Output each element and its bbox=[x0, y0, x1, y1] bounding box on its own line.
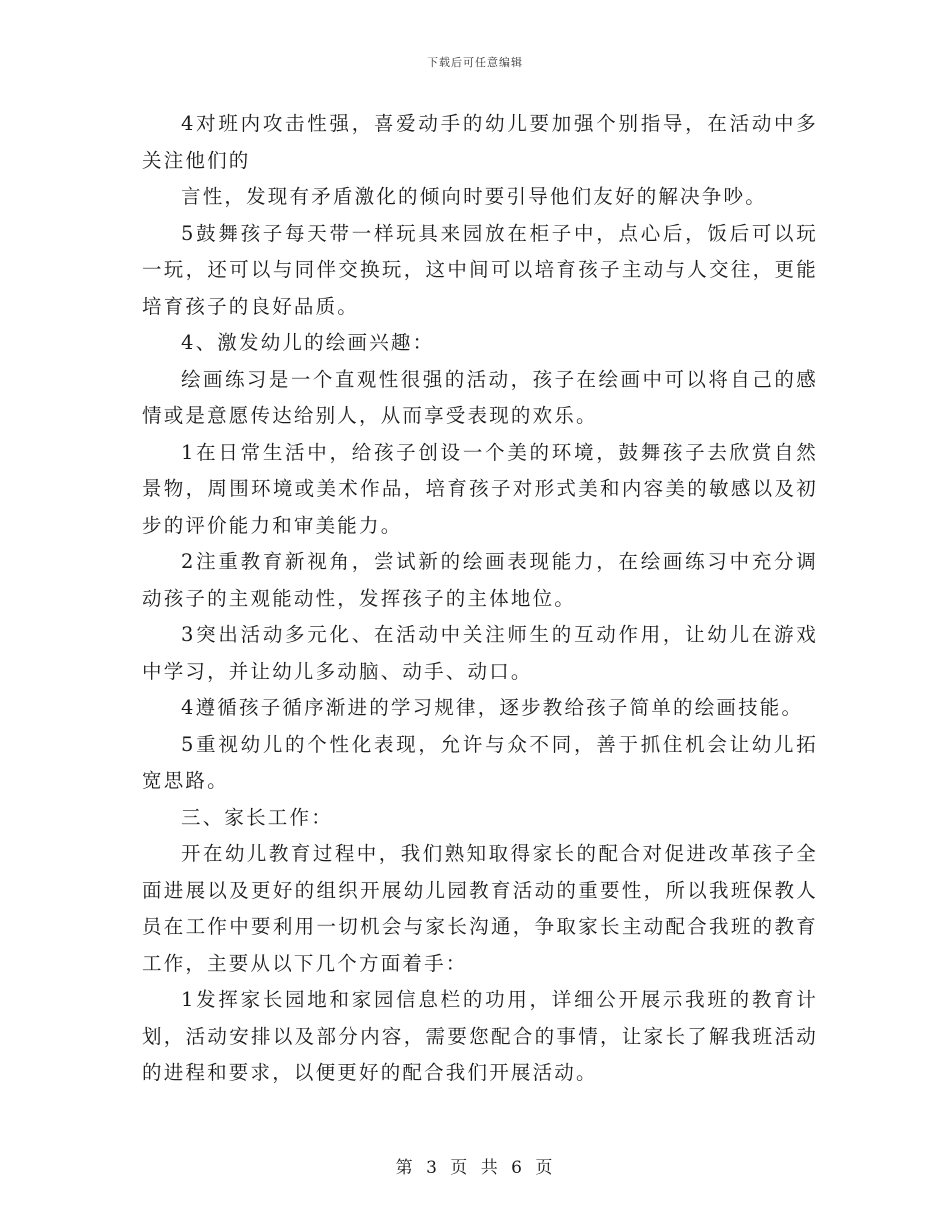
page-header: 下载后可任意编辑 bbox=[427, 56, 523, 69]
paragraph: 3突出活动多元化、在活动中关注师生的互动作用，让幼儿在游戏中学习，并让幼儿多动脑、动手、动口。 bbox=[142, 623, 818, 683]
paragraph: 绘画练习是一个直观性很强的活动，孩子在绘画中可以将自己的感情或是意愿传达给别人，从而享受表现的欢乐。 bbox=[142, 367, 818, 427]
paragraph: 4遵循孩子循序渐进的学习规律，逐步教给孩子简单的绘画技能。 bbox=[181, 696, 804, 719]
document-body bbox=[142, 106, 818, 1092]
paragraph: 开在幼儿教育过程中，我们熟知取得家长的配合对促进改革孩子全面进展以及更好的组织开展幼儿园教育活动的重要性，所以我班保教人员在工作中要利用一切机会与家长沟通，争取家长主动配合我班的教育工作，主要从以下几个方面着手： bbox=[142, 842, 818, 975]
paragraph: 5重视幼儿的个性化表现，允许与众不同，善于抓住机会让幼儿拓宽思路。 bbox=[142, 732, 818, 792]
paragraph: 4对班内攻击性强，喜爱动手的幼儿要加强个别指导，在活动中多关注他们的 bbox=[142, 112, 818, 172]
section-heading: 4、激发幼儿的绘画兴趣： bbox=[181, 331, 435, 354]
paragraph: 2注重教育新视角，尝试新的绘画表现能力，在绘画练习中充分调动孩子的主观能动性，发挥孩子的主体地位。 bbox=[142, 550, 818, 610]
paragraph: 5鼓舞孩子每天带一样玩具来园放在柜子中，点心后，饭后可以玩一玩，还可以与同伴交换玩，这中间可以培育孩子主动与人交往，更能培育孩子的良好品质。 bbox=[142, 221, 818, 318]
paragraph: 1在日常生活中，给孩子创设一个美的环境，鼓舞孩子去欣赏自然景物，周围环境或美术作品，培育孩子对形式美和内容美的敏感以及初步的评价能力和审美能力。 bbox=[142, 440, 818, 537]
paragraph: 1发挥家长园地和家园信息栏的功用，详细公开展示我班的教育计划，活动安排以及部分内容，需要您配合的事情，让家长了解我班活动的进程和要求，以便更好的配合我们开展活动。 bbox=[142, 988, 818, 1084]
paragraph: 言性，发现有矛盾激化的倾向时要引导他们友好的解决争吵。 bbox=[181, 185, 767, 208]
section-heading: 三、家长工作： bbox=[181, 805, 333, 829]
page-number: 第 3 页 共 6 页 bbox=[395, 1158, 555, 1178]
